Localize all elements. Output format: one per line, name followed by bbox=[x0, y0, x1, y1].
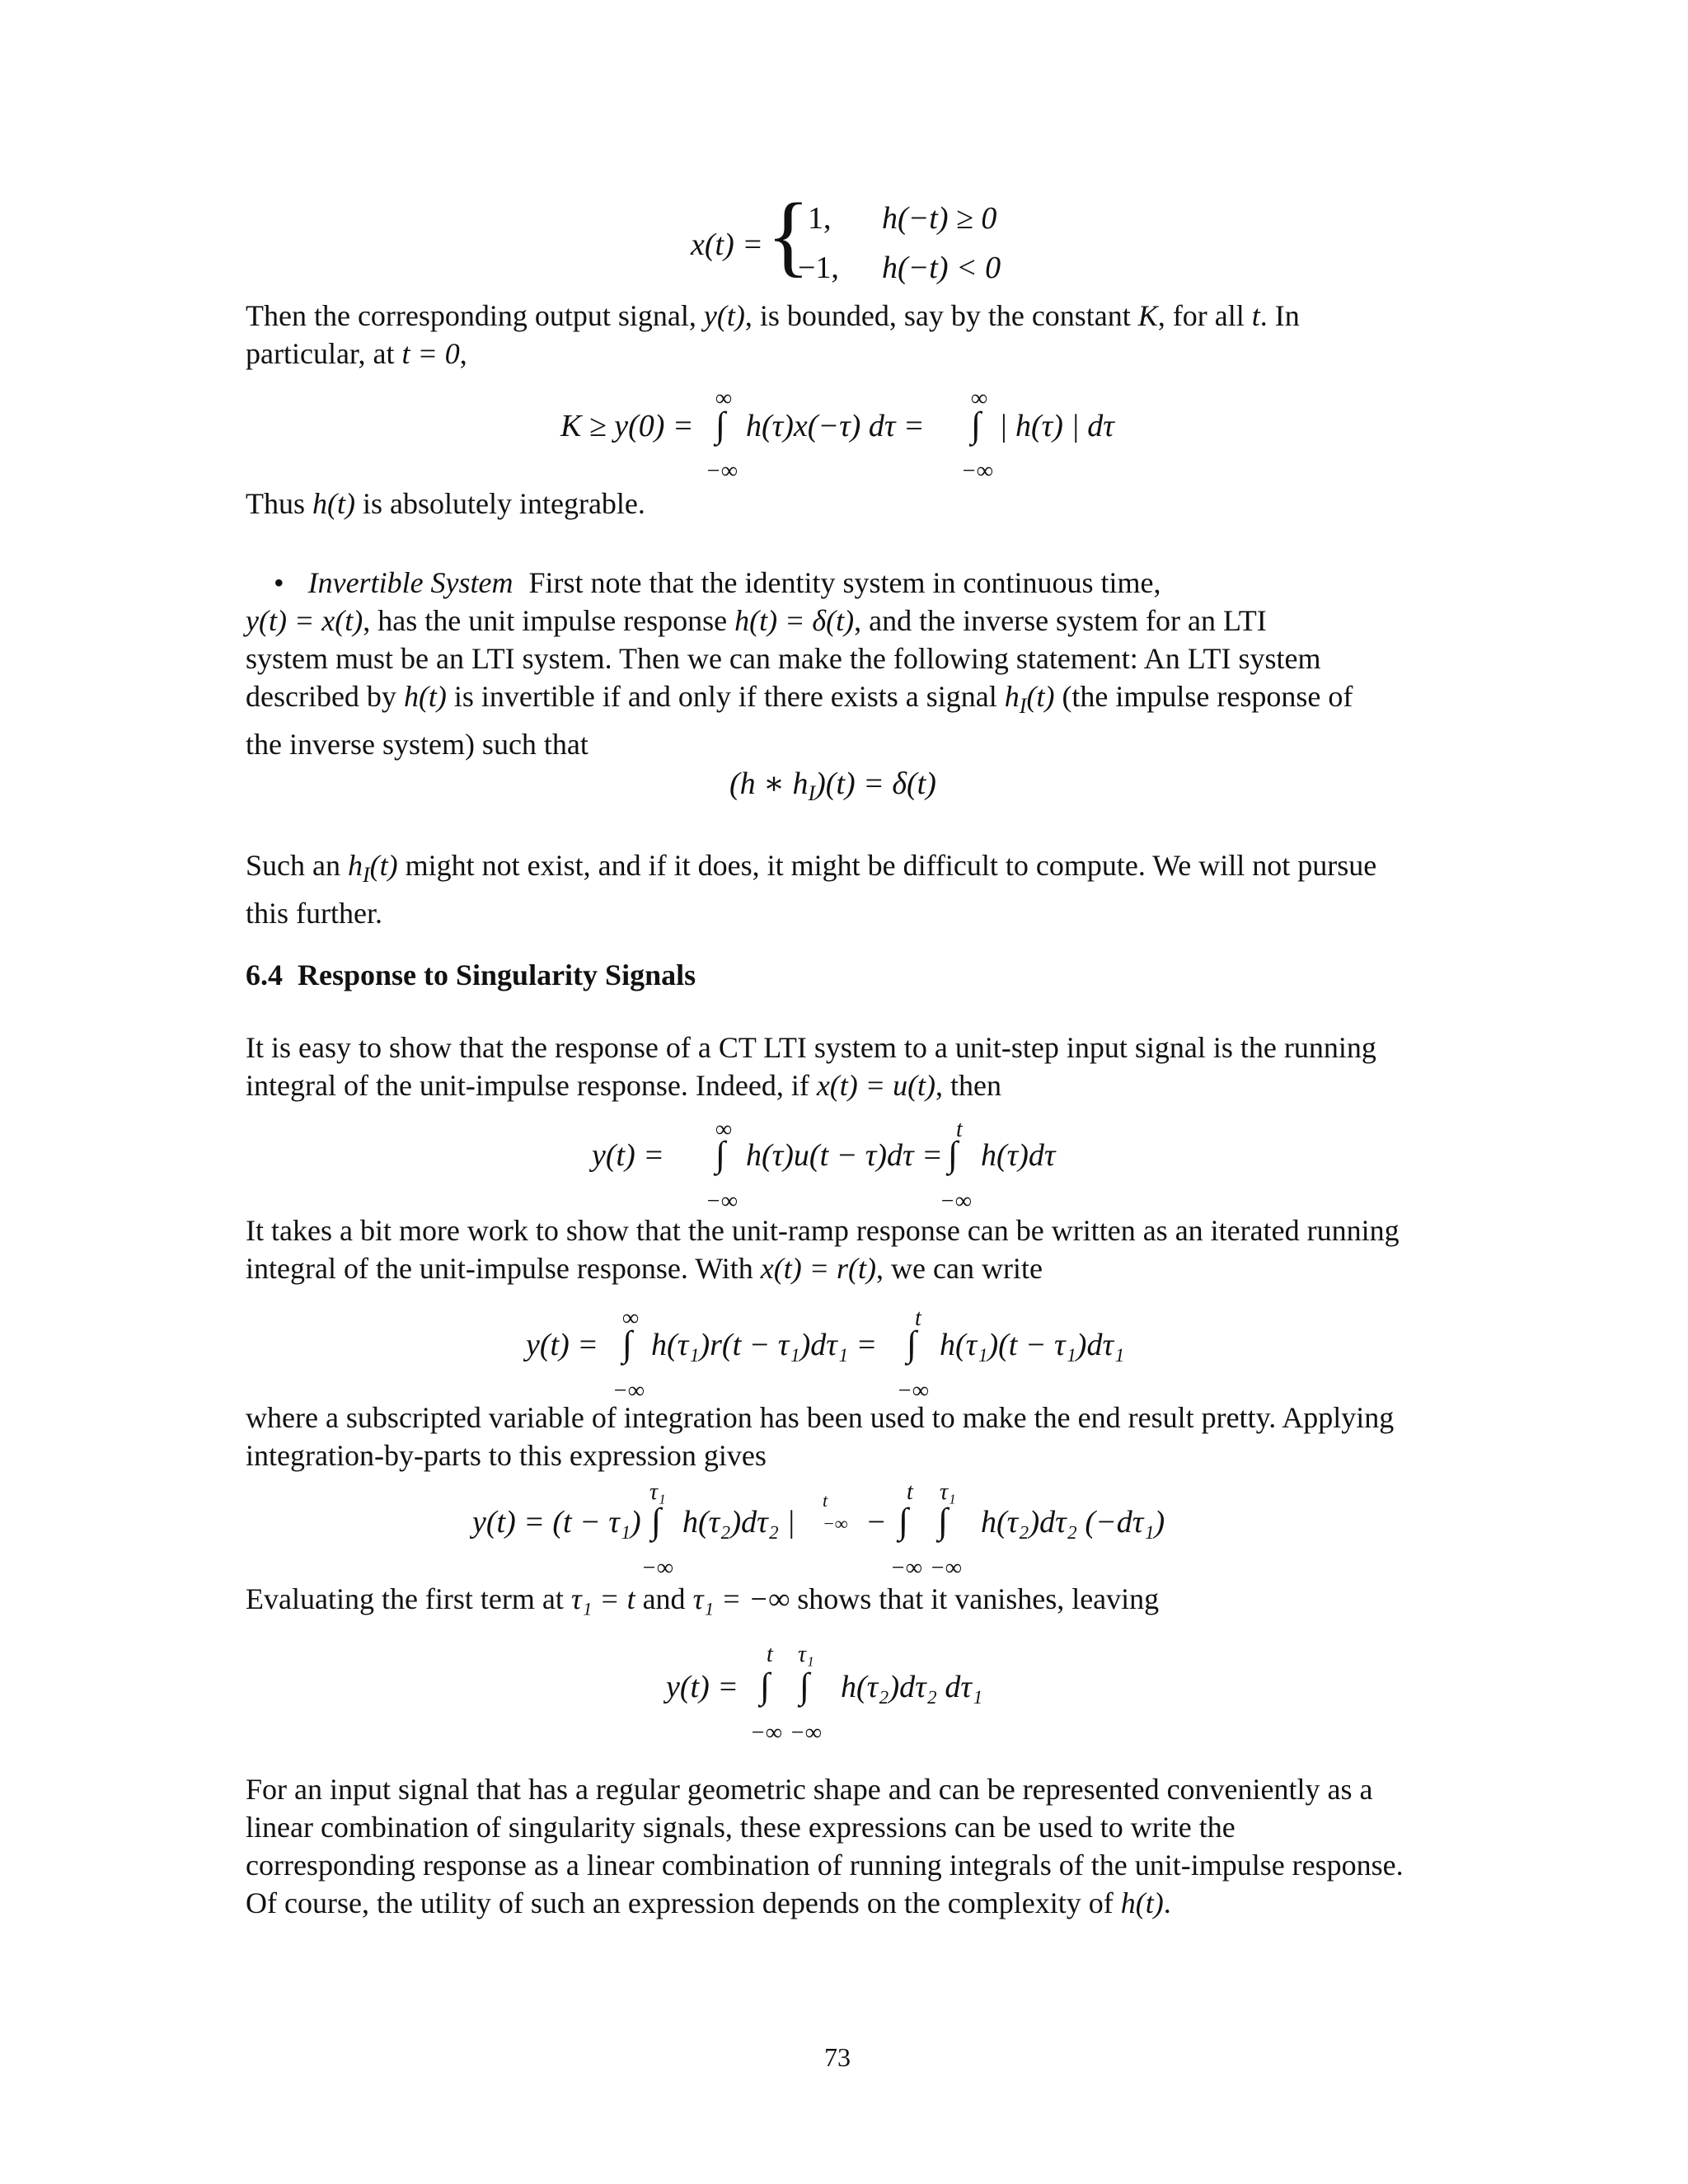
int1-lower-limit: −∞ bbox=[641, 1555, 673, 1581]
math-h-t: h(t) bbox=[403, 680, 447, 713]
text: integration-by-parts to this expression gives bbox=[246, 1439, 767, 1472]
integral-sign-icon: ∫ bbox=[760, 1666, 771, 1706]
paragraph-output-bounded bbox=[246, 297, 1441, 373]
int1-lower-limit: −∞ bbox=[612, 1378, 645, 1404]
invertible-system-title: Invertible System bbox=[307, 566, 513, 599]
int3-lower-limit: −∞ bbox=[930, 1555, 962, 1581]
text: the inverse system) such that bbox=[246, 728, 588, 761]
text: Of course, the utility of such an expression depends on the complexity of bbox=[246, 1886, 1114, 1919]
text: particular, at bbox=[246, 337, 395, 370]
int2-upper-limit: ∞ bbox=[971, 386, 987, 411]
text: Evaluating the first term at bbox=[246, 1582, 564, 1615]
int1-upper-limit: ∞ bbox=[715, 1117, 732, 1142]
integral-sign-icon: ∫ bbox=[651, 1501, 662, 1541]
eval-lower-limit: −∞ bbox=[823, 1513, 848, 1534]
math-tau1-equals-neg-inf: τ₁ = −∞ bbox=[692, 1582, 790, 1615]
text: (the impulse response of bbox=[1062, 680, 1353, 713]
int2-lower-limit: −∞ bbox=[897, 1378, 929, 1404]
int2-lower-limit: −∞ bbox=[961, 458, 993, 484]
integral-sign-icon: ∫ bbox=[715, 1134, 726, 1174]
paragraph-geometric-shape bbox=[246, 1770, 1441, 1922]
int1-lower-limit: −∞ bbox=[750, 1720, 782, 1746]
text: h bbox=[347, 849, 363, 882]
text: , is bounded, say by the constant bbox=[744, 299, 1131, 332]
subscript: I bbox=[1019, 694, 1027, 718]
math-h-I-t bbox=[347, 849, 398, 887]
math-h-I-t bbox=[1004, 680, 1055, 718]
paragraph-step-response bbox=[246, 1029, 1441, 1104]
integral-sign-icon: ∫ bbox=[938, 1501, 949, 1541]
eq-K-lhs: K ≥ y(0) = bbox=[560, 409, 694, 443]
text: Then the corresponding output signal, bbox=[246, 299, 696, 332]
text: corresponding response as a linear combination of running integrals of the unit-impulse response. bbox=[246, 1849, 1404, 1882]
int1-upper-limit: t bbox=[767, 1642, 773, 1667]
integral-sign-icon: ∫ bbox=[622, 1324, 633, 1364]
math-h-t: h(t) bbox=[312, 487, 355, 520]
subscript: I bbox=[362, 863, 370, 887]
int3-upper-limit: τ₁ bbox=[940, 1479, 956, 1505]
math-x-equals-u: x(t) = u(t) bbox=[816, 1069, 936, 1102]
text: , and the inverse system for an LTI bbox=[854, 604, 1267, 637]
eq-integrand2: h(τ₂)dτ₂ (−dτ₁) bbox=[981, 1505, 1165, 1540]
eq-lhs: y(t) = (t − τ₁) bbox=[472, 1505, 641, 1540]
eq-x-lhs: x(t) = bbox=[691, 227, 763, 262]
eq-minus: − bbox=[865, 1505, 887, 1540]
int1-lower-limit: −∞ bbox=[706, 1188, 738, 1214]
math-impulse: h(t) = δ(t) bbox=[734, 604, 855, 637]
eq-integrand1: h(τ)u(t − τ)dτ = bbox=[746, 1138, 943, 1173]
text: Thus bbox=[246, 487, 305, 520]
eq-x-case2-value: −1, bbox=[798, 251, 839, 285]
int2-upper-limit: τ₁ bbox=[798, 1642, 814, 1667]
text: and bbox=[642, 1582, 686, 1615]
math-t: t bbox=[1251, 299, 1260, 332]
math-K: K bbox=[1137, 299, 1158, 332]
eq-integrand1: h(τ₁)r(t − τ₁)dτ₁ = bbox=[651, 1328, 878, 1362]
text: , for all bbox=[1157, 299, 1245, 332]
int1-upper-limit: ∞ bbox=[715, 386, 732, 411]
paragraph-evaluating-first-term bbox=[246, 1580, 1441, 1618]
integral-sign-icon: ∫ bbox=[907, 1324, 917, 1364]
int2-upper-limit: t bbox=[915, 1305, 921, 1331]
text: . bbox=[1163, 1886, 1171, 1919]
text: integral of the unit-impulse response. Indeed, if bbox=[246, 1069, 809, 1102]
int1-upper-limit: τ₁ bbox=[649, 1479, 666, 1505]
text: this further. bbox=[246, 897, 382, 930]
equation-inverse-convolution bbox=[729, 765, 936, 806]
math-tau1-equals-t: τ₁ = t bbox=[570, 1582, 635, 1615]
eq-lhs: y(t) = bbox=[526, 1328, 598, 1362]
int2-upper-limit: t bbox=[907, 1479, 913, 1505]
integral-sign-icon: ∫ bbox=[715, 405, 726, 445]
int1-lower-limit: −∞ bbox=[706, 458, 738, 484]
text: )(t) = δ(t) bbox=[815, 766, 936, 801]
text: It is easy to show that the response of a CT LTI system to a unit-step input signal is the running bbox=[246, 1031, 1376, 1064]
text: (t) bbox=[1026, 680, 1055, 713]
text: . In bbox=[1259, 299, 1300, 332]
text: linear combination of singularity signals, these expressions can be used to write the bbox=[246, 1811, 1236, 1844]
math-x-equals-r: x(t) = r(t) bbox=[760, 1252, 877, 1285]
section-number: 6.4 bbox=[246, 958, 283, 991]
text: system must be an LTI system. Then we can make the following statement: An LTI system bbox=[246, 642, 1321, 675]
text: is absolutely integrable. bbox=[362, 487, 645, 520]
eq-x-case1-value: 1, bbox=[808, 201, 832, 236]
text: is invertible if and only if there exists a signal bbox=[453, 680, 997, 713]
integral-sign-icon: ∫ bbox=[898, 1501, 909, 1541]
paragraph-ramp-response bbox=[246, 1212, 1441, 1287]
text: described by bbox=[246, 680, 396, 713]
subscript: I bbox=[808, 781, 816, 805]
eq-K-integrand1: h(τ)x(−τ) dτ = bbox=[746, 409, 925, 443]
text: First note that the identity system in continuous time, bbox=[528, 566, 1161, 599]
eq-lhs: y(t) = bbox=[666, 1670, 738, 1704]
int1-upper-limit: ∞ bbox=[622, 1305, 639, 1331]
section-heading bbox=[246, 956, 1441, 994]
paragraph-integration-by-parts bbox=[246, 1399, 1441, 1474]
eq-x-case2-condition: h(−t) < 0 bbox=[882, 251, 1001, 285]
eq-x-case1-condition: h(−t) ≥ 0 bbox=[882, 201, 997, 236]
int2-lower-limit: −∞ bbox=[790, 1720, 822, 1746]
eq-lhs: y(t) = bbox=[592, 1138, 664, 1173]
math-y-t: y(t) bbox=[703, 299, 745, 332]
eq-integrand1: h(τ₂)dτ₂ | bbox=[682, 1505, 795, 1540]
integral-sign-icon: ∫ bbox=[948, 1134, 959, 1174]
text: , has the unit impulse response bbox=[363, 604, 728, 637]
eval-upper-limit: t bbox=[823, 1490, 828, 1511]
paragraph-invertible-system bbox=[246, 564, 1441, 763]
text: (t) bbox=[369, 849, 398, 882]
eq-integrand2: h(τ₁)(t − τ₁)dτ₁ bbox=[940, 1328, 1125, 1362]
text: It takes a bit more work to show that the unit-ramp response can be written as an iterated running bbox=[246, 1214, 1400, 1247]
section-title: Response to Singularity Signals bbox=[298, 958, 696, 991]
eq-integrand2: h(τ)dτ bbox=[981, 1138, 1056, 1173]
text: For an input signal that has a regular geometric shape and can be represented conveniently as a bbox=[246, 1773, 1373, 1806]
text: where a subscripted variable of integration has been used to make the end result pretty. Applying bbox=[246, 1401, 1395, 1434]
page-number: 73 bbox=[824, 2042, 851, 2072]
text: Such an bbox=[246, 849, 340, 882]
brace-icon: { bbox=[767, 185, 810, 285]
eq-integrand: h(τ₂)dτ₂ dτ₁ bbox=[841, 1670, 983, 1704]
paragraph-absolutely-integrable bbox=[246, 485, 1441, 523]
integral-sign-icon: ∫ bbox=[971, 405, 982, 445]
paragraph-inverse-note bbox=[246, 846, 1441, 932]
integral-sign-icon: ∫ bbox=[799, 1666, 810, 1706]
text: might not exist, and if it does, it might be difficult to compute. We will not pursue bbox=[405, 849, 1377, 882]
text: , we can write bbox=[876, 1252, 1043, 1285]
int2-lower-limit: −∞ bbox=[940, 1188, 972, 1214]
text: h bbox=[1004, 680, 1020, 713]
int2-upper-limit: t bbox=[956, 1117, 963, 1142]
math-t-zero: t = 0 bbox=[401, 337, 460, 370]
bullet-icon: • bbox=[274, 566, 284, 599]
text: , bbox=[459, 337, 467, 370]
text: shows that it vanishes, leaving bbox=[797, 1582, 1160, 1615]
text: , then bbox=[935, 1069, 1002, 1102]
eq-K-integrand2: | h(τ) | dτ bbox=[999, 409, 1114, 443]
int2-lower-limit: −∞ bbox=[890, 1555, 922, 1581]
text: integral of the unit-impulse response. With bbox=[246, 1252, 753, 1285]
text: (h ∗ h bbox=[729, 766, 809, 801]
math-identity: y(t) = x(t) bbox=[246, 604, 363, 637]
math-h-t: h(t) bbox=[1120, 1886, 1164, 1919]
